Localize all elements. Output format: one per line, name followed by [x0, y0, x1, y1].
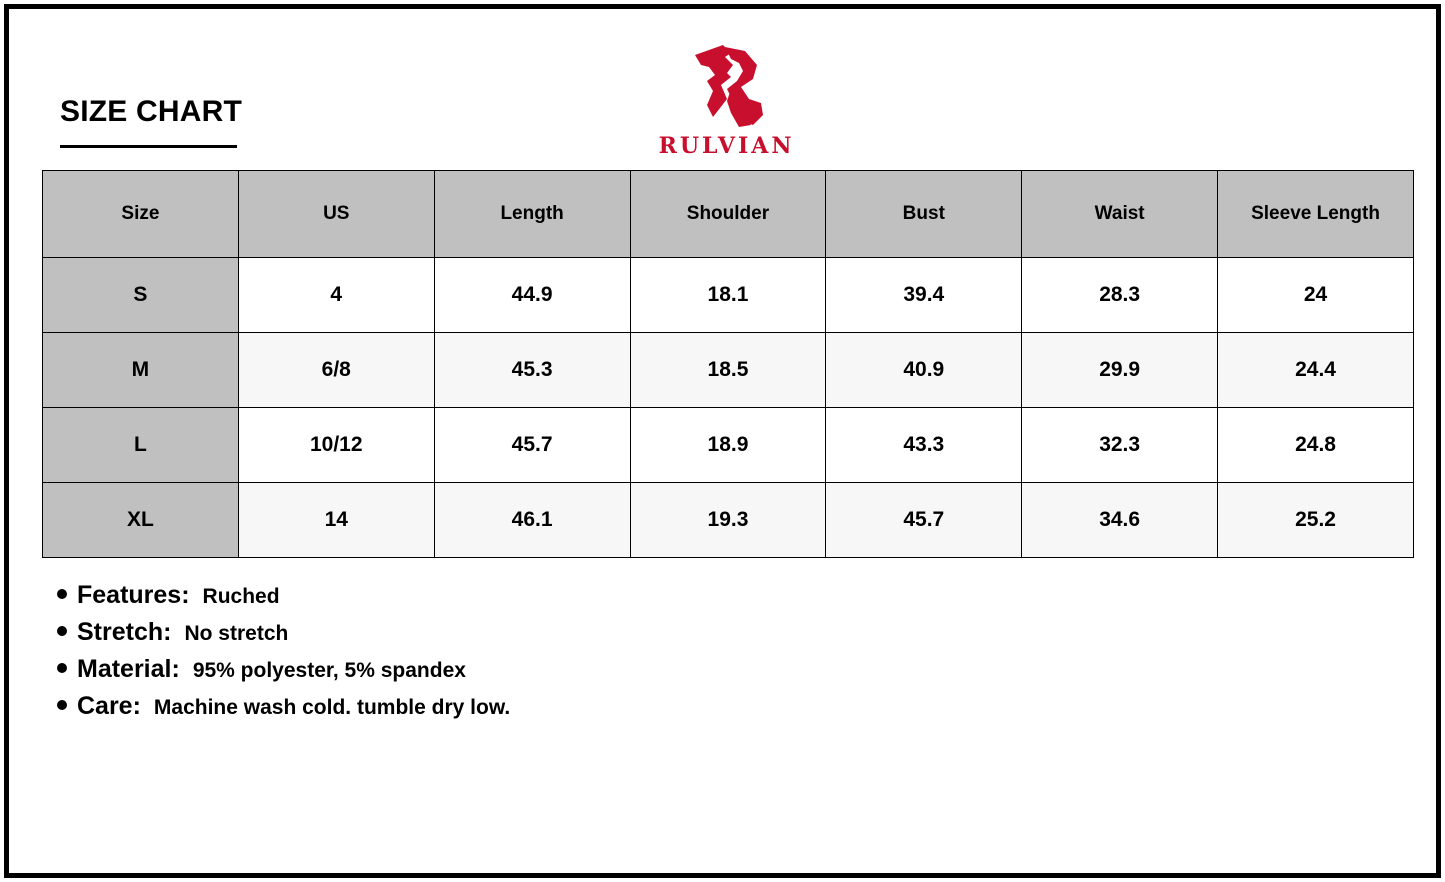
table-cell: 45.7 [826, 483, 1022, 558]
size-cell: XL [43, 483, 239, 558]
size-chart-table [42, 170, 1414, 558]
table-cell: 34.6 [1022, 483, 1218, 558]
rulvian-r-logo-icon [691, 41, 769, 131]
table-row [43, 258, 1414, 333]
table-cell: 18.9 [630, 408, 826, 483]
size-cell: S [43, 258, 239, 333]
table-cell: 39.4 [826, 258, 1022, 333]
size-cell: M [43, 333, 239, 408]
features-list [57, 581, 510, 729]
brand-name: RULVIAN [658, 133, 795, 159]
feature-label: Features: [77, 581, 190, 609]
column-header-size: Size [43, 171, 239, 258]
table-cell: 24 [1218, 258, 1414, 333]
table-row [43, 408, 1414, 483]
page-title: SIZE CHART [60, 95, 242, 128]
feature-item [57, 692, 510, 729]
column-header-us: US [238, 171, 434, 258]
feature-value: No stretch [184, 622, 289, 645]
table-cell: 46.1 [434, 483, 630, 558]
column-header-sleeve-length: Sleeve Length [1218, 171, 1414, 258]
table-cell: 18.1 [630, 258, 826, 333]
table-cell: 6/8 [238, 333, 434, 408]
feature-label: Stretch: [77, 618, 172, 646]
table-cell: 28.3 [1022, 258, 1218, 333]
feature-item [57, 581, 510, 618]
bullet-icon [57, 700, 67, 710]
title-underline [60, 145, 237, 148]
feature-value: Ruched [202, 585, 280, 608]
table-row [43, 333, 1414, 408]
feature-item [57, 655, 510, 692]
column-header-bust: Bust [826, 171, 1022, 258]
table-cell: 4 [238, 258, 434, 333]
table-cell: 45.7 [434, 408, 630, 483]
table-body [43, 258, 1414, 558]
feature-value: 95% polyester, 5% spandex [192, 659, 466, 682]
feature-item [57, 618, 510, 655]
brand-logo [649, 41, 809, 161]
feature-label: Material: [77, 655, 180, 683]
table-cell: 10/12 [238, 408, 434, 483]
bullet-icon [57, 589, 67, 599]
table-cell: 19.3 [630, 483, 826, 558]
size-chart-frame [4, 4, 1441, 878]
table-cell: 45.3 [434, 333, 630, 408]
table-header-row [43, 171, 1414, 258]
bullet-icon [57, 626, 67, 636]
table-cell: 44.9 [434, 258, 630, 333]
size-cell: L [43, 408, 239, 483]
feature-label: Care: [77, 692, 141, 720]
table-row [43, 483, 1414, 558]
feature-value: Machine wash cold. tumble dry low. [153, 696, 511, 719]
table-cell: 14 [238, 483, 434, 558]
table-cell: 18.5 [630, 333, 826, 408]
bullet-icon [57, 663, 67, 673]
table-cell: 24.4 [1218, 333, 1414, 408]
column-header-waist: Waist [1022, 171, 1218, 258]
column-header-length: Length [434, 171, 630, 258]
table-cell: 24.8 [1218, 408, 1414, 483]
table-cell: 43.3 [826, 408, 1022, 483]
table-cell: 40.9 [826, 333, 1022, 408]
table-cell: 29.9 [1022, 333, 1218, 408]
table-cell: 32.3 [1022, 408, 1218, 483]
table-cell: 25.2 [1218, 483, 1414, 558]
column-header-shoulder: Shoulder [630, 171, 826, 258]
